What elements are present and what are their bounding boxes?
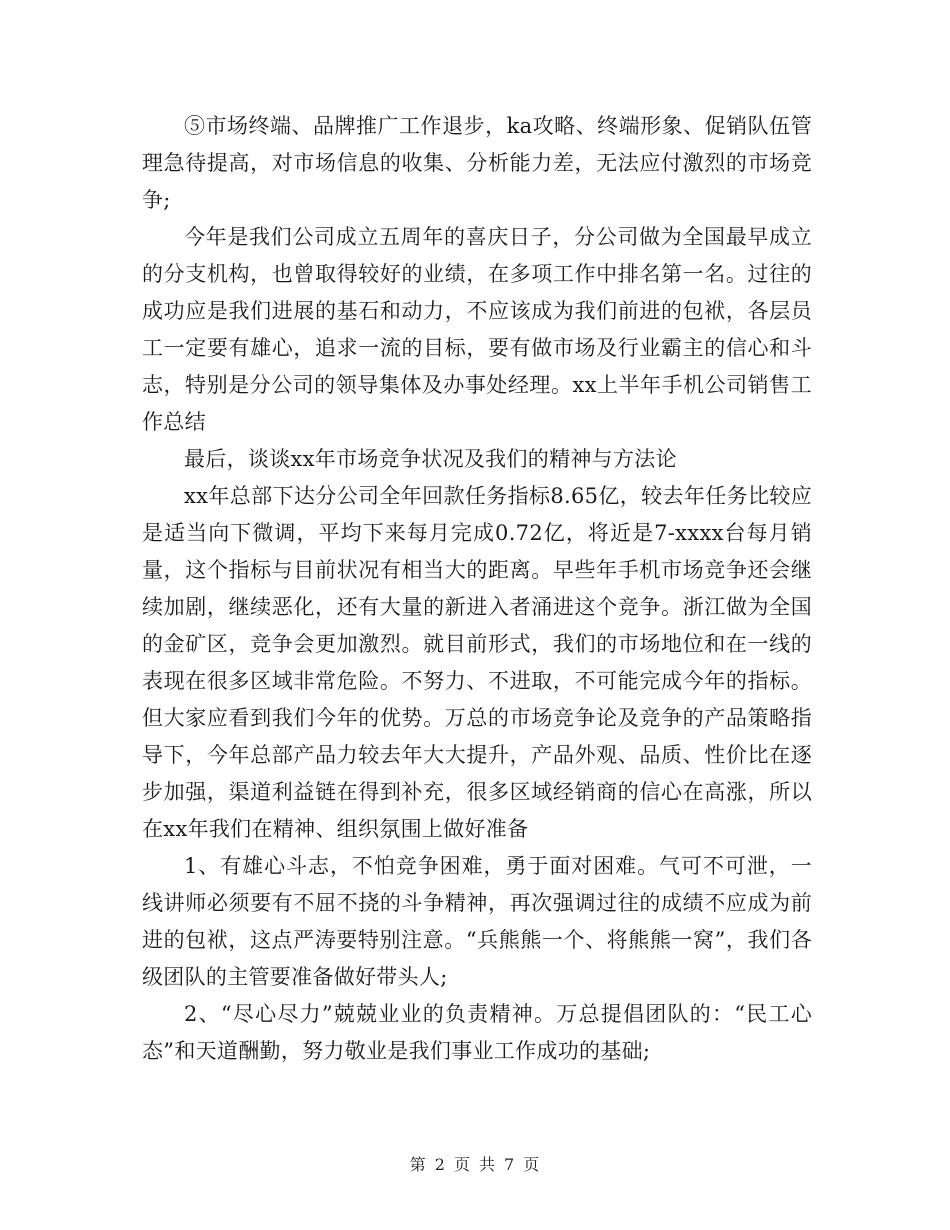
paragraph-point-1: 1、有雄心斗志，不怕竞争困难，勇于面对困难。气可不可泄，一线讲师必须要有不屈不挠的斗争精神，再次强调过往的成绩不应成为前进的包袱，这点严涛要特别注意。“兵熊熊一个、将熊熊一窝”，我们各级团队的主管要准备做好带头人; xyxy=(142,854,812,989)
footer-total-pages: 7 xyxy=(504,1155,516,1174)
footer-prefix: 第 xyxy=(409,1155,427,1174)
paragraph-finally: 最后，谈谈xx年市场竞争状况及我们的精神与方法论 xyxy=(184,447,677,471)
footer-suffix: 页 xyxy=(523,1155,541,1174)
paragraph-market-terminal: ⑤市场终端、品牌推广工作退步，ka攻略、终端形象、促销队伍管理急待提高，对市场信息的收集、分析能力差，无法应付激烈的市场竞争; xyxy=(142,114,812,212)
footer-total-word: 共 xyxy=(479,1155,497,1174)
paragraph-annual-target: xx年总部下达分公司全年回款任务指标8.65亿，较去年任务比较应是适当向下微调，平均下来每月完成0.72亿，将近是7-xxxx台每月销量，这个指标与目前状况有相当大的距离。早些年手机市场竞争还会继续加剧，继续恶化，还有大量的新进入者涌进这个竞争。浙江做为全国的金矿区，竞争会更加激烈。就目前形式，我们的市场地位和在一线的表现在很多区域非常危险。不努力、不进取，不可能完成今年的指标。但大家应看到我们今年的优势。万总的市场竞争论及竞争的产品策略指导下，今年总部产品力较去年大大提升，产品外观、品质、性价比在逐步加强，渠道利益链在得到补充，很多区域经销商的信心在高涨，所以在xx年我们在精神、组织氛围上做好准备 xyxy=(142,484,812,841)
footer-page-word: 页 xyxy=(453,1155,471,1174)
page-footer xyxy=(0,1155,950,1175)
document-body xyxy=(142,108,812,1070)
paragraph-anniversary: 今年是我们公司成立五周年的喜庆日子，分公司做为全国最早成立的分支机构，也曾取得较好的业绩，在多项工作中排名第一名。过往的成功应是我们进展的基石和动力，不应该成为我们前进的包袱，各层员工一定要有雄心，追求一流的目标，要有做市场及行业霸主的信心和斗志，特别是分公司的领导集体及办事处经理。xx上半年手机公司销售工作总结 xyxy=(142,225,812,434)
footer-current-page: 2 xyxy=(434,1155,446,1174)
paragraph-point-2: 2、“尽心尽力”兢兢业业的负责精神。万总提倡团队的：“民工心态”和天道酬勤，努力敬业是我们事业工作成功的基础; xyxy=(142,1002,812,1063)
